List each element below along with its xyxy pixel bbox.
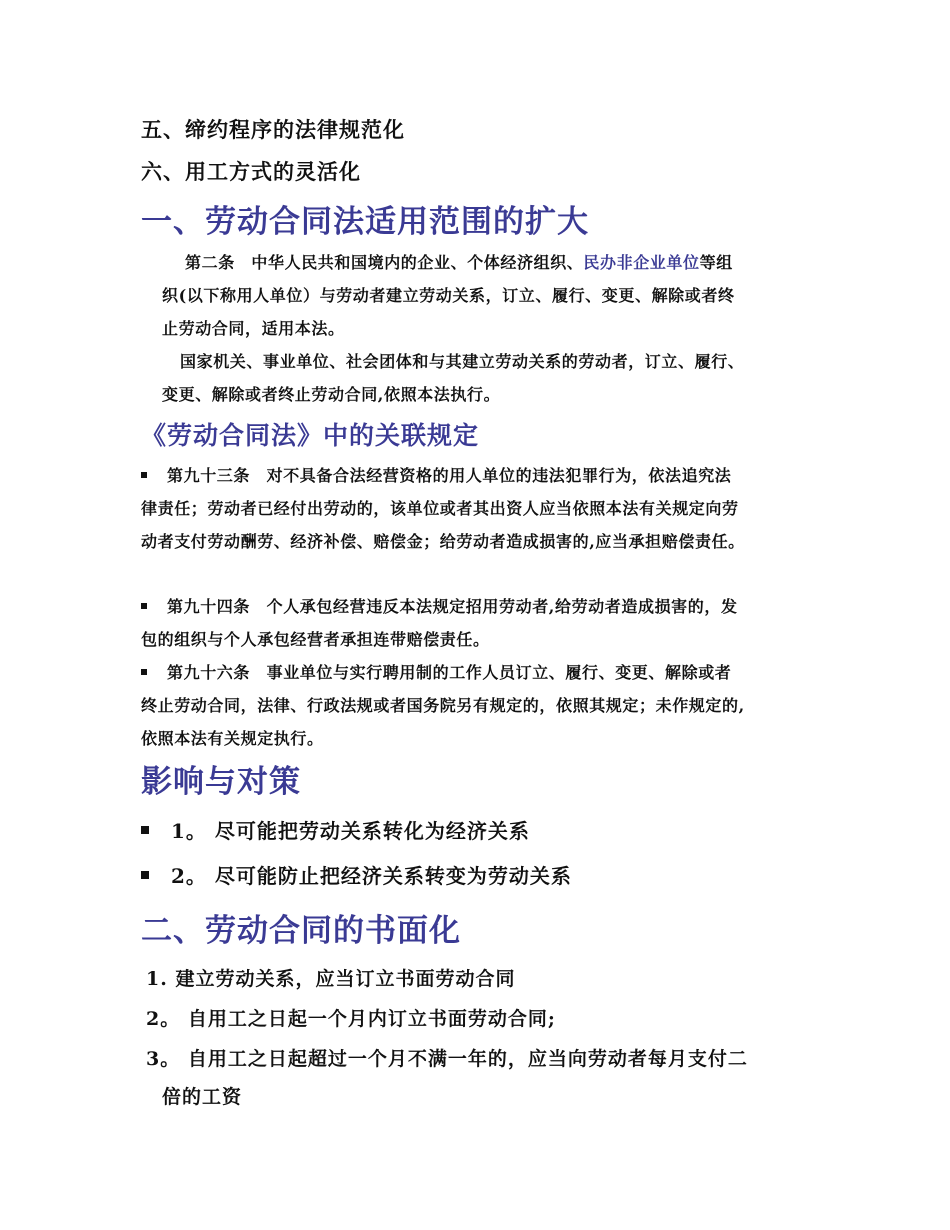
heading-section-5: 五、缔约程序的法律规范化 — [141, 117, 405, 142]
article93-line1: 第九十三条 对不具备合法经营资格的用人单位的违法犯罪行为，依法追究法 — [141, 463, 731, 486]
bullet-square-icon — [141, 603, 147, 609]
heading-related-provisions: 《劳动合同法》中的关联规定 — [141, 421, 480, 450]
impact-item-2: 2。 尽可能防止把经济关系转变为劳动关系 — [141, 860, 572, 889]
written-item-3-line2: 倍的工资 — [162, 1086, 243, 1108]
heading-scope-expansion: 一、劳动合同法适用范围的扩大 — [141, 204, 589, 240]
written-item-1: 1. 建立劳动关系，应当订立书面劳动合同 — [146, 968, 516, 990]
article94-line1: 第九十四条 个人承包经营违反本法规定招用劳动者,给劳动者造成损害的，发 — [141, 594, 738, 617]
article2-line5: 变更、解除或者终止劳动合同,依照本法执行。 — [162, 385, 501, 404]
article2-line1: 第二条 中华人民共和国境内的企业、个体经济组织、民办非企业单位等组 — [185, 253, 733, 272]
article96-line1: 第九十六条 事业单位与实行聘用制的工作人员订立、履行、变更、解除或者 — [141, 660, 731, 683]
written-item-2: 2。 自用工之日起一个月内订立书面劳动合同; — [146, 1008, 556, 1030]
article2-line2: 织(以下称用人单位）与劳动者建立劳动关系，订立、履行、变更、解除或者终 — [162, 286, 735, 305]
written-item-3-line1: 3。 自用工之日起超过一个月不满一年的，应当向劳动者每月支付二 — [146, 1048, 748, 1070]
impact-item-1: 1。 尽可能把劳动关系转化为经济关系 — [141, 815, 530, 844]
bullet-square-icon — [141, 669, 147, 675]
bullet-square-icon — [141, 472, 147, 478]
article2-line3: 止劳动合同，适用本法。 — [162, 319, 345, 338]
heading-impact-countermeasures: 影响与对策 — [141, 764, 301, 800]
article94-line2: 包的组织与个人承包经营者承担连带赔偿责任。 — [141, 630, 490, 649]
heading-section-6: 六、用工方式的灵活化 — [141, 159, 361, 184]
heading-written-contract: 二、劳动合同的书面化 — [141, 913, 461, 949]
article96-line3: 依照本法有关规定执行。 — [141, 729, 324, 748]
bullet-square-icon — [141, 826, 149, 834]
article96-line2: 终止劳动合同，法律、行政法规或者国务院另有规定的，依照其规定；未作规定的, — [141, 696, 745, 715]
bullet-square-icon — [141, 871, 149, 879]
article93-line2: 律责任；劳动者已经付出劳动的，该单位或者其出资人应当依照本法有关规定向劳 — [141, 499, 739, 518]
article93-line3: 动者支付劳动酬劳、经济补偿、赔偿金；给劳动者造成损害的,应当承担赔偿责任。 — [141, 532, 745, 551]
highlight-private-nonenterprise: 民办非企业单位 — [583, 253, 700, 272]
article2-line4: 国家机关、事业单位、社会团体和与其建立劳动关系的劳动者，订立、履行、 — [180, 352, 745, 371]
